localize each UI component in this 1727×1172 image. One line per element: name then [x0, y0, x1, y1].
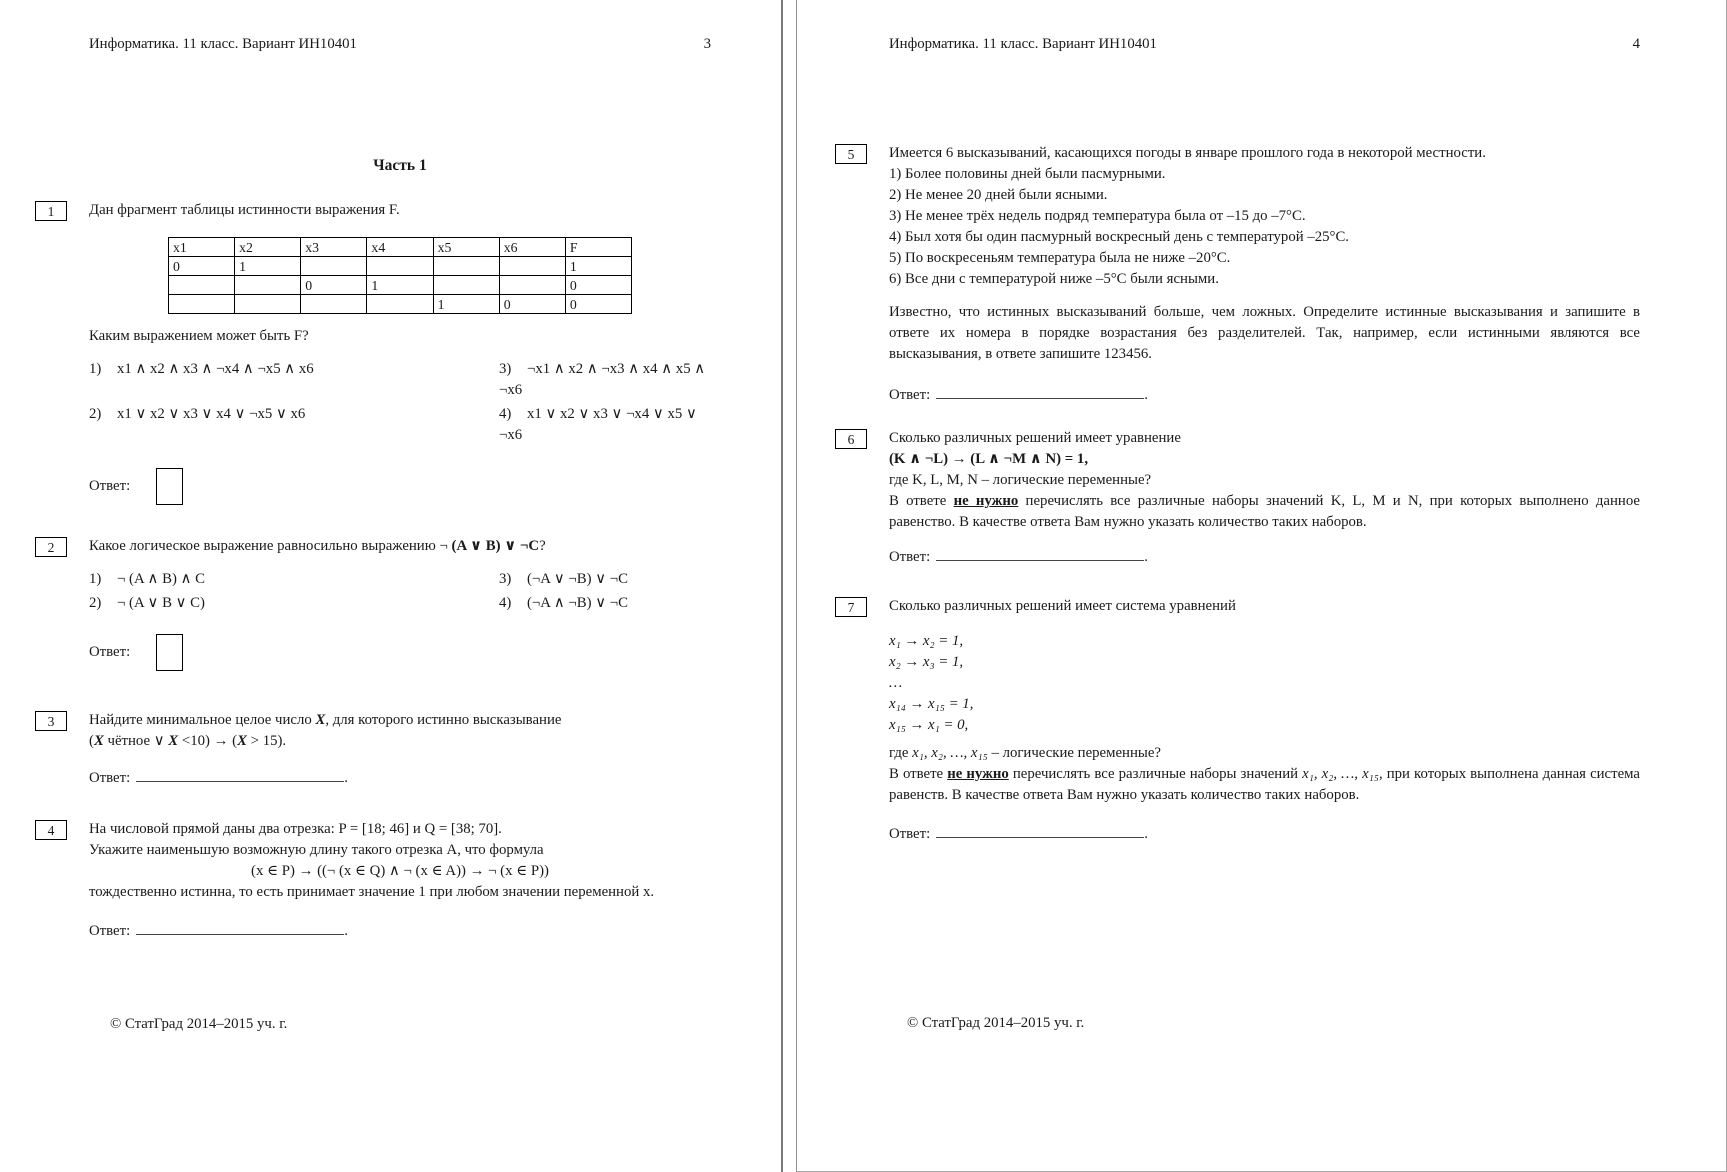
truth-table-header-row	[169, 238, 632, 257]
question-6-number-box: 6	[835, 429, 867, 449]
q3-answer	[89, 766, 711, 789]
answer-blank-line	[936, 383, 1144, 399]
q3-variable: X	[168, 733, 179, 749]
statement-item: 1) Более половины дней были пасмурными.	[889, 166, 1166, 182]
table-cell	[499, 257, 565, 276]
answer-label: Ответ:	[89, 477, 131, 494]
table-cell: 1	[565, 257, 631, 276]
table-header-cell: x5	[433, 238, 499, 257]
q7-paragraph: В ответе не нужно перечислять все различные наборы значений x₁, x₂, …, x₁₅, при которых выполнена данная система равенств. В качестве ответа Вам нужно указать количество таких наборов.	[889, 766, 1640, 803]
q5-statements	[889, 164, 1640, 290]
answer-blank-line	[936, 545, 1144, 561]
question-5-number-box: 5	[835, 144, 867, 164]
table-cell: 0	[169, 257, 235, 276]
table-cell: 0	[301, 276, 367, 295]
option-number: 3)	[499, 571, 512, 587]
answer-end-dot: .	[1144, 387, 1148, 403]
table-header-cell: x6	[499, 238, 565, 257]
q6-emphasis: не нужно	[953, 493, 1019, 509]
table-header-cell: x3	[301, 238, 367, 257]
q1-answer	[89, 466, 711, 506]
option-number: 1)	[89, 571, 102, 587]
page-4	[796, 0, 1727, 1172]
option	[89, 569, 499, 590]
q7-equation-system	[889, 631, 1640, 736]
q7-emphasis: не нужно	[947, 766, 1009, 782]
option-number: 3)	[499, 361, 512, 377]
question-1-number-box: 1	[35, 201, 67, 221]
statement-item: 5) По воскресеньям температура была не ниже –20°С.	[889, 250, 1231, 266]
question-2	[35, 536, 711, 672]
question-7-number-box: 7	[835, 597, 867, 617]
question-3-number-box: 3	[35, 711, 67, 731]
equation: x₁₅ → x₁ = 0,	[889, 717, 969, 733]
equation-ellipsis: …	[889, 675, 903, 691]
table-cell: 0	[565, 276, 631, 295]
question-1-body	[89, 200, 711, 506]
option-text: (¬A ∨ ¬B) ∨ ¬C	[527, 571, 628, 587]
question-3	[35, 710, 711, 789]
answer-blank-line	[136, 919, 344, 935]
q2-options	[89, 569, 711, 614]
question-2-body	[89, 536, 711, 672]
question-6	[835, 428, 1640, 568]
option-text: ¬x1 ∧ x2 ∧ ¬x3 ∧ x4 ∧ x5 ∧ ¬x6	[499, 361, 706, 398]
question-4-number-box: 4	[35, 820, 67, 840]
truth-table	[168, 237, 632, 314]
option	[89, 404, 499, 446]
equation: x₁ → x₂ = 1,	[889, 633, 964, 649]
q7-intro: Сколько различных решений имеет система уравнений	[889, 598, 1236, 614]
option-text: x1 ∨ x2 ∨ x3 ∨ x4 ∨ ¬x5 ∨ x6	[117, 406, 306, 422]
q1-intro: Дан фрагмент таблицы истинности выражения F.	[89, 202, 400, 218]
answer-blank-line	[936, 822, 1144, 838]
question-6-body	[889, 428, 1640, 568]
table-header-cell: x4	[367, 238, 433, 257]
table-header-cell: F	[565, 238, 631, 257]
answer-label: Ответ:	[889, 549, 931, 565]
table-cell: 1	[367, 276, 433, 295]
question-3-body	[89, 710, 711, 789]
option	[499, 359, 711, 401]
answer-label: Ответ:	[89, 770, 131, 786]
answer-label: Ответ:	[889, 826, 931, 842]
question-5-body	[889, 143, 1640, 406]
option-number: 1)	[89, 361, 102, 377]
answer-box	[156, 468, 183, 505]
option	[89, 359, 499, 401]
equation: x₂ → x₃ = 1,	[889, 654, 964, 670]
option	[499, 404, 711, 446]
option-number: 4)	[499, 406, 512, 422]
equation: x₁₄ → x₁₅ = 1,	[889, 696, 974, 712]
question-1	[35, 200, 711, 506]
q6-paragraph: В ответе не нужно перечислять все различные наборы значений K, L, M и N, при которых выполнено данное равенство. В качестве ответа Вам нужно указать количество таких наборов.	[889, 493, 1640, 530]
q6-intro: Сколько различных решений имеет уравнение	[889, 430, 1181, 446]
option-text: (¬A ∧ ¬B) ∨ ¬C	[527, 595, 628, 611]
table-cell	[433, 276, 499, 295]
q5-paragraph: Известно, что истинных высказываний больше, чем ложных. Определите истинные высказывания и запишите в ответе их номера в порядке возрастания без разделителей. Так, например, если истинными являются все высказывания, в ответе запишите 123456.	[889, 304, 1640, 362]
answer-end-dot: .	[344, 923, 348, 939]
table-cell	[301, 257, 367, 276]
q3-text-part: Найдите минимальное целое число	[89, 712, 316, 728]
table-cell	[367, 257, 433, 276]
header-title: Информатика. 11 класс. Вариант ИН10401	[889, 36, 1157, 52]
q3-variable: X	[93, 733, 104, 749]
page-3	[0, 0, 783, 1172]
page-header	[89, 34, 711, 55]
question-5	[835, 143, 1640, 406]
q2-question-text: Какое логическое выражение равносильно выражению ¬	[89, 538, 452, 554]
q1-options	[89, 359, 711, 446]
q5-intro: Имеется 6 высказываний, касающихся погоды в январе прошлого года в некоторой местности.	[889, 145, 1486, 161]
q4-line-3: тождественно истинна, то есть принимает значение 1 при любом значении переменной х.	[89, 884, 655, 900]
q3-variable: X	[315, 712, 326, 728]
answer-label: Ответ:	[89, 643, 131, 660]
statement-item: 4) Был хотя бы один пасмурный воскресный день с температурой –25°С.	[889, 229, 1350, 245]
q4-line-1: На числовой прямой даны два отрезка: P = [18; 46] и Q = [38; 70].	[89, 821, 502, 837]
option-text: x1 ∧ x2 ∧ x3 ∧ ¬x4 ∧ ¬x5 ∧ x6	[117, 361, 314, 377]
question-2-number-box: 2	[35, 537, 67, 557]
q3-variable: X	[237, 733, 247, 749]
answer-blank-line	[136, 766, 344, 782]
page-divider	[783, 0, 796, 1172]
option	[499, 593, 711, 614]
q5-answer	[889, 383, 1640, 406]
table-cell	[235, 276, 301, 295]
question-7	[835, 596, 1640, 845]
page-footer: © СтатГрад 2014–2015 уч. г.	[907, 1015, 1085, 1031]
question-4-body	[89, 819, 711, 942]
page-header	[889, 34, 1640, 55]
answer-box	[156, 634, 183, 671]
q6-answer	[889, 545, 1640, 568]
table-cell: 1	[433, 295, 499, 314]
table-cell	[499, 276, 565, 295]
question-4	[35, 819, 711, 942]
q3-text	[89, 710, 711, 731]
q7-answer	[889, 822, 1640, 845]
table-cell	[169, 295, 235, 314]
option-number: 2)	[89, 595, 102, 611]
table-cell	[169, 276, 235, 295]
question-7-body	[889, 596, 1640, 845]
truth-table-row	[169, 257, 632, 276]
q6-variables-note: где K, L, M, N – логические переменные?	[889, 472, 1152, 488]
table-cell: 0	[499, 295, 565, 314]
table-cell: 1	[235, 257, 301, 276]
q3-formula: (X чётное ∨ X <10) → (X > 15).	[89, 733, 287, 749]
table-cell	[367, 295, 433, 314]
option	[89, 593, 499, 614]
answer-end-dot: .	[1144, 826, 1148, 842]
answer-label: Ответ:	[889, 387, 931, 403]
statement-item: 3) Не менее трёх недель подряд температура была от –15 до –7°С.	[889, 208, 1306, 224]
table-cell	[433, 257, 499, 276]
header-title: Информатика. 11 класс. Вариант ИН10401	[89, 36, 357, 52]
q2-question-expression: (A ∨ B) ∨ ¬C	[451, 538, 540, 554]
option-text: ¬ (A ∧ B) ∧ C	[117, 571, 205, 587]
page-number: 4	[1632, 36, 1640, 52]
statement-item: 2) Не менее 20 дней были ясными.	[889, 187, 1108, 203]
table-cell: 0	[565, 295, 631, 314]
q4-line-2: Укажите наименьшую возможную длину такого отрезка А, что формула	[89, 842, 544, 858]
q2-question	[89, 536, 711, 557]
answer-label: Ответ:	[89, 923, 131, 939]
page-number: 3	[703, 36, 711, 52]
truth-table-row	[169, 295, 632, 314]
answer-end-dot: .	[344, 770, 348, 786]
q3-text-part: , для которого истинно высказывание	[325, 712, 562, 728]
q4-formula: (x ∈ P) → ((¬ (x ∈ Q) ∧ ¬ (x ∈ A)) → ¬ (x ∈ P))	[251, 863, 549, 879]
q1-question: Каким выражением может быть F?	[89, 328, 309, 344]
truth-table-row	[169, 276, 632, 295]
page-footer: © СтатГрад 2014–2015 уч. г.	[110, 1016, 288, 1032]
option-text: ¬ (A ∨ B ∨ C)	[117, 595, 205, 611]
q2-answer	[89, 632, 711, 672]
table-header-cell: x2	[235, 238, 301, 257]
part-title: Часть 1	[373, 157, 427, 174]
q6-equation: (K ∧ ¬L) → (L ∧ ¬M ∧ N) = 1,	[889, 451, 1089, 467]
statement-item: 6) Все дни с температурой ниже –5°С были ясными.	[889, 271, 1219, 287]
option	[499, 569, 711, 590]
option-number: 4)	[499, 595, 512, 611]
table-header-cell: x1	[169, 238, 235, 257]
table-cell	[235, 295, 301, 314]
q2-question-mark: ?	[539, 538, 546, 554]
q7-variables-note: где x₁, x₂, …, x₁₅ – логические переменные?	[889, 745, 1161, 761]
table-cell	[301, 295, 367, 314]
option-number: 2)	[89, 406, 102, 422]
answer-end-dot: .	[1144, 549, 1148, 565]
q7-variables: x₁, x₂, …, x₁₅	[1302, 766, 1379, 782]
q4-answer	[89, 919, 711, 942]
option-text: x1 ∨ x2 ∨ x3 ∨ ¬x4 ∨ x5 ∨ ¬x6	[499, 406, 697, 443]
q7-variables: x₁, x₂, …, x₁₅	[912, 745, 988, 761]
